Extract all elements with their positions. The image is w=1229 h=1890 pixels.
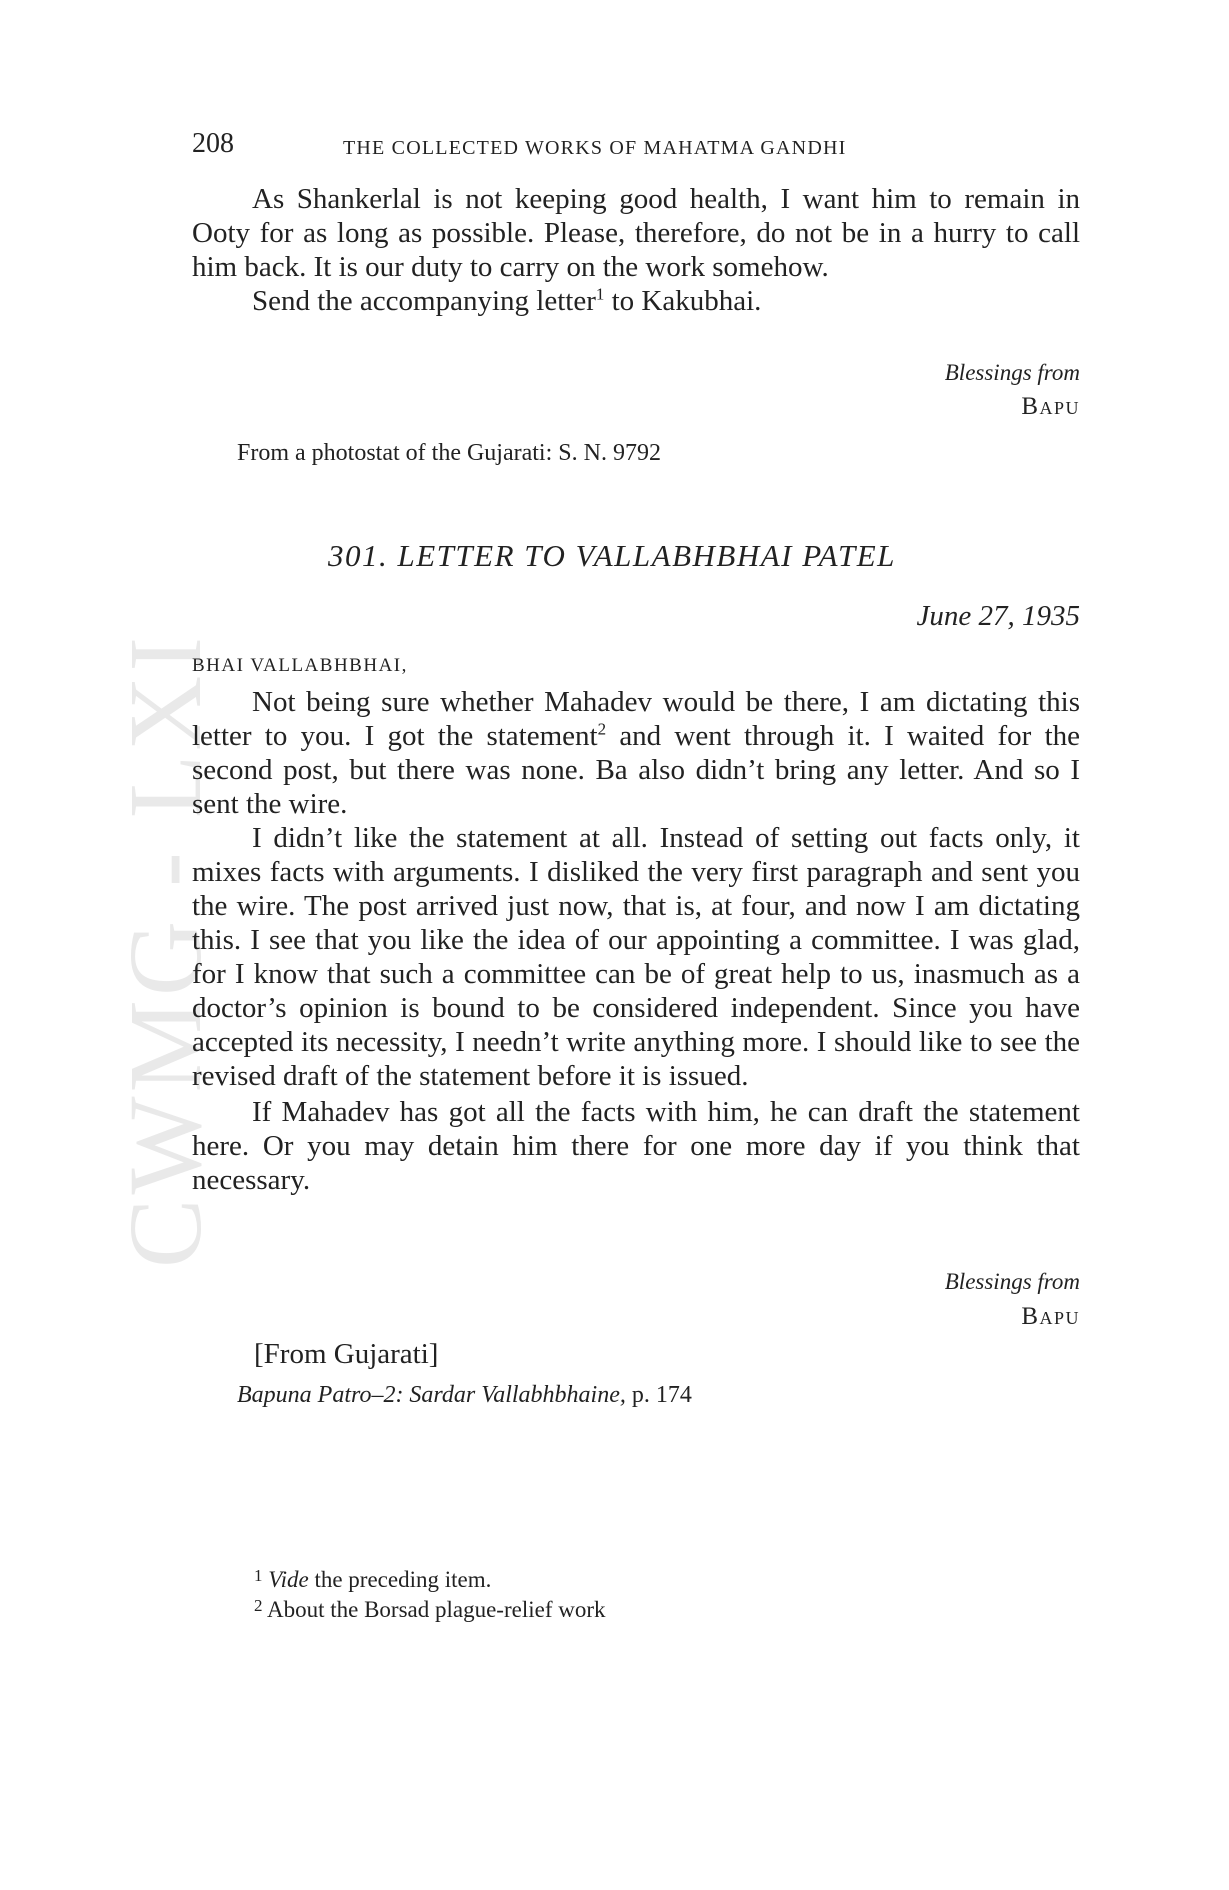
source-citation (237, 1382, 692, 1409)
prev-letter-body (192, 182, 1080, 318)
signature: Bapu (1021, 393, 1080, 420)
footnote: $^1$ Vide the preceding item. (254, 1566, 492, 1592)
closing-blessings: Blessings from (944, 360, 1080, 385)
page-number: 208 (192, 128, 234, 159)
body-paragraph: Not being sure whether Mahadev would be there, I am dictating this letter to you. I got the statement$^2$ and went through it. I waited for the second post, but there was none. Ba also didn’t bring any letter. And so I sent the wire. (192, 686, 1080, 820)
letter-body (192, 685, 1080, 1197)
running-header (192, 128, 1080, 168)
footnote-mark: 2 (254, 1596, 263, 1615)
running-title: THE COLLECTED WORKS OF MAHATMA GANDHI (343, 137, 847, 159)
body-paragraph: As Shankerlal is not keeping good health, I want him to remain in Ooty for as long as possible. Please, therefore, do not be in a hurry to call him back. It is our duty to carry on the work somehow. (192, 183, 1080, 283)
source-title: Bapuna Patro–2: Sardar Vallabhbhaine, (237, 1382, 626, 1408)
body-paragraph: I didn’t like the statement at all. Instead of setting out facts only, it mixes facts with arguments. I disliked the very first paragraph and sent you the wire. The post arrived just now, that is, at four, and now I am dictating this. I see that you like the idea of our appointing a committee. I was glad, for I know that such a committee can be of great help to us, inasmuch as a doctor’s opinion is bound to be considered independent. Since you have accepted its necessity, I needn’t write anything more. I should like to see the revised draft of the statement before it is issued. (192, 822, 1080, 1092)
source-page: p. 174 (631, 1382, 692, 1408)
watermark: CWMG - LXI (108, 632, 223, 1268)
footnote-mark: 1 (254, 1566, 263, 1585)
letter-date: June 27, 1935 (916, 600, 1080, 632)
source-note: From a photostat of the Gujarati: S. N. 9792 (237, 440, 661, 466)
footnote-ref: 1 (595, 284, 605, 304)
signature: Bapu (1021, 1303, 1080, 1330)
body-paragraph: Send the accompanying letter$^1$ to Kakubhai. (252, 284, 762, 317)
source-language: [From Gujarati] (254, 1338, 439, 1370)
letter-heading: 301. LETTER TO VALLABHBHAI PATEL (328, 538, 896, 573)
closing-blessings: Blessings from (944, 1269, 1080, 1294)
salutation: BHAI VALLABHBHAI, (192, 655, 408, 676)
footnote: $^2$ About the Borsad plague-relief work (254, 1596, 606, 1622)
footnote-ref: 2 (597, 719, 607, 739)
body-paragraph: If Mahadev has got all the facts with him, he can draft the statement here. Or you may detain him there for one more day if you think that necessary. (192, 1096, 1080, 1196)
